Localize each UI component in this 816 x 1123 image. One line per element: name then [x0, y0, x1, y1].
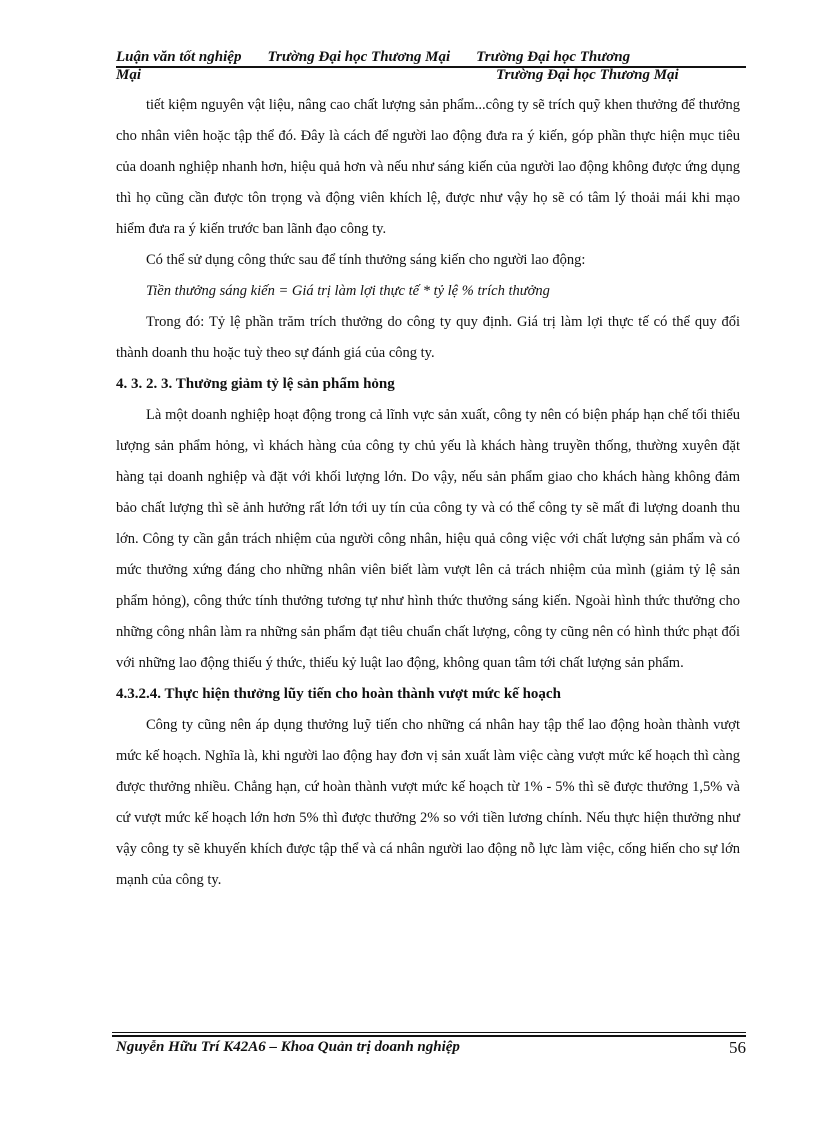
header-line-2	[116, 66, 746, 84]
header-rule	[116, 66, 746, 68]
header-thesis-label: Luận văn tốt nghiệp	[116, 49, 242, 65]
footer-author: Nguyễn Hữu Trí K42A6 – Khoa Quản trị doanh nghiệp	[116, 1039, 460, 1055]
header-university: Trường Đại học Thương Mại	[267, 49, 451, 65]
paragraph-formula-explanation: Trong đó: Tỷ lệ phần trăm trích thưởng do công ty quy định. Giá trị làm lợi thực tế có thể quy đổi thành doanh thu hoặc tuỳ theo sự đánh giá của công ty.	[116, 314, 740, 361]
footer-rule-thin	[112, 1032, 746, 1033]
section-heading-4-3-2-3: 4. 3. 2. 3. Thưởng giảm tỷ lệ sản phẩm hỏng	[116, 376, 395, 392]
paragraph-progressive-bonus: Công ty cũng nên áp dụng thưởng luỹ tiến cho những cá nhân hay tập thể lao động hoàn thành vượt mức kế hoạch. Nghĩa là, khi người lao động hay đơn vị sản xuất làm việc càng vượt mức kế hoạch thì càng được thưởng nhiều. Chẳng hạn, cứ hoàn thành vượt mức kế hoạch từ 1% - 5% thì sẽ được thưởng 1,5% và cứ vượt mức kế hoạch lớn hơn 5% thì được thưởng 2% so với tiền lương chính. Nếu thực hiện thưởng như vậy công ty sẽ khuyến khích được tập thể và cá nhân người lao động nỗ lực làm việc, cống hiến cho sự lớn mạnh của công ty.	[116, 717, 740, 888]
formula-line: Tiền thưởng sáng kiến = Giá trị làm lợi thực tế * tỷ lệ % trích thưởng	[146, 283, 550, 299]
paragraph-initiative: tiết kiệm nguyên vật liệu, nâng cao chất lượng sản phẩm...công ty sẽ trích quỹ khen thưởng để thưởng cho nhân viên hoặc tập thể đó. Đây là cách để người lao động đưa ra ý kiến, góp phần thực hiện mục tiêu của doanh nghiệp nhanh hơn, hiệu quả hơn và nếu như sáng kiến của người lao động không được ứng dụng thì họ cũng cần được tôn trọng và động viên khích lệ, được như vậy họ sẽ có tâm lý thoải mái khi mạo hiểm đưa ra ý kiến trước ban lãnh đạo công ty.	[116, 97, 740, 237]
page-header	[116, 48, 746, 84]
section-heading-4-3-2-4: 4.3.2.4. Thực hiện thưởng lũy tiến cho hoàn thành vượt mức kế hoạch	[116, 686, 561, 702]
header-line-1	[116, 48, 746, 66]
header-wrap-text: Mại	[116, 67, 142, 83]
footer-rule-thick	[112, 1035, 746, 1037]
page-body	[116, 90, 740, 896]
paragraph-defect-reduction: Là một doanh nghiệp hoạt động trong cả lĩnh vực sản xuất, công ty nên có biện pháp hạn chế tối thiểu lượng sản phẩm hỏng, vì khách hàng của công ty chủ yếu là khách hàng truyền thống, thường xuyên đặt hàng tại doanh nghiệp và đặt với khối lượng lớn. Do vậy, nếu sản phẩm giao cho khách hàng không đảm bảo chất lượng thì sẽ ảnh hưởng rất lớn tới uy tín của công ty và có thể công ty sẽ mất đi lượng doanh thu lớn. Công ty cần gắn trách nhiệm của người công nhân, hiệu quả công việc với chất lượng sản phẩm và có mức thưởng xứng đáng cho những nhân viên biết làm vượt lên cả trách nhiệm của mình (giảm tỷ lệ sản phẩm hỏng), công thức tính thưởng tương tự như hình thức thưởng sáng kiến. Ngoài hình thức thưởng cho những công nhân làm ra những sản phẩm đạt tiêu chuẩn chất lượng, công ty cũng nên có hình thức phạt đối với những lao động thiếu ý thức, thiếu kỷ luật lao động, không quan tâm tới chất lượng sản phẩm.	[116, 407, 740, 671]
page-footer	[116, 1038, 746, 1058]
paragraph-formula-intro: Có thể sử dụng công thức sau để tính thưởng sáng kiến cho người lao động:	[146, 252, 586, 268]
header-university-repeat: Trường Đại học Thương	[476, 49, 631, 65]
header-university-second: Trường Đại học Thương Mại	[496, 67, 679, 83]
page-number: 56	[729, 1038, 746, 1057]
